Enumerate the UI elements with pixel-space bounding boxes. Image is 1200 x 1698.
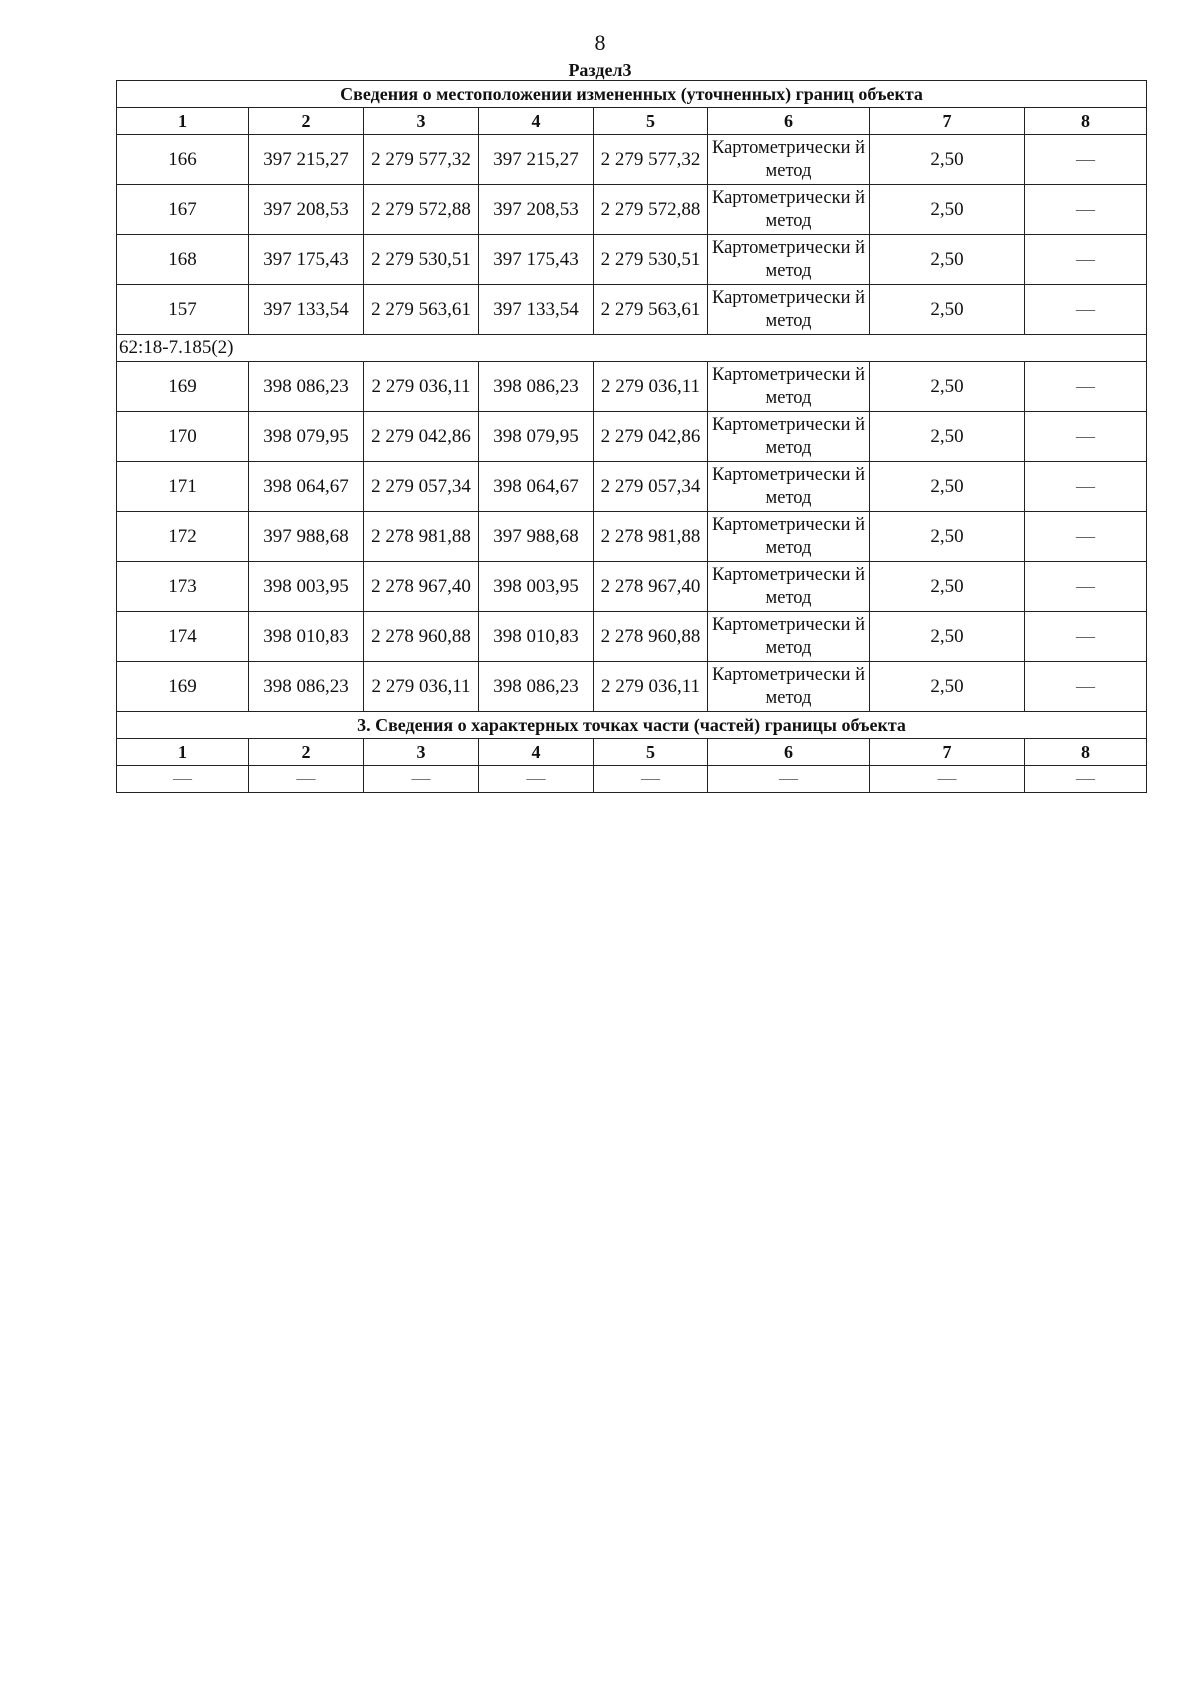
x-cell: 397 988,68 <box>249 512 364 562</box>
table-caption: Сведения о местоположении измененных (уточненных) границ объекта <box>117 81 1147 108</box>
table-row <box>117 362 1147 412</box>
y-new-cell: 2 279 572,88 <box>594 185 708 235</box>
accuracy-cell: 2,50 <box>870 612 1025 662</box>
parts-caption-row <box>117 712 1147 739</box>
column-header: 5 <box>594 108 708 135</box>
y-new-cell: 2 279 042,86 <box>594 412 708 462</box>
y-new-cell: 2 279 577,32 <box>594 135 708 185</box>
table-row <box>117 462 1147 512</box>
empty-cell: — <box>249 766 364 793</box>
point-number-cell: 172 <box>117 512 249 562</box>
column-header: 7 <box>870 739 1025 766</box>
x-cell: 398 064,67 <box>249 462 364 512</box>
y-new-cell: 2 279 036,11 <box>594 662 708 712</box>
x-new-cell: 397 988,68 <box>479 512 594 562</box>
point-number-cell: 168 <box>117 235 249 285</box>
note-cell: — <box>1025 185 1147 235</box>
method-cell: Картометрически й метод <box>708 235 870 285</box>
note-cell: — <box>1025 135 1147 185</box>
method-cell: Картометрически й метод <box>708 185 870 235</box>
table-row <box>117 562 1147 612</box>
y-new-cell: 2 279 036,11 <box>594 362 708 412</box>
table-body <box>117 81 1147 793</box>
x-cell: 398 086,23 <box>249 662 364 712</box>
method-cell: Картометрически й метод <box>708 135 870 185</box>
x-new-cell: 397 175,43 <box>479 235 594 285</box>
column-header: 3 <box>364 739 479 766</box>
x-new-cell: 397 133,54 <box>479 285 594 335</box>
x-new-cell: 397 215,27 <box>479 135 594 185</box>
y-new-cell: 2 278 981,88 <box>594 512 708 562</box>
x-new-cell: 398 003,95 <box>479 562 594 612</box>
page-number: 8 <box>594 30 606 55</box>
x-cell: 398 079,95 <box>249 412 364 462</box>
y-new-cell: 2 278 967,40 <box>594 562 708 612</box>
note-cell: — <box>1025 612 1147 662</box>
accuracy-cell: 2,50 <box>870 462 1025 512</box>
accuracy-cell: 2,50 <box>870 512 1025 562</box>
point-number-cell: 169 <box>117 362 249 412</box>
method-cell: Картометрически й метод <box>708 285 870 335</box>
empty-cell: — <box>870 766 1025 793</box>
y-cell: 2 278 981,88 <box>364 512 479 562</box>
x-new-cell: 398 079,95 <box>479 412 594 462</box>
note-cell: — <box>1025 662 1147 712</box>
column-header: 6 <box>708 739 870 766</box>
method-cell: Картометрически й метод <box>708 412 870 462</box>
accuracy-cell: 2,50 <box>870 412 1025 462</box>
point-number-cell: 170 <box>117 412 249 462</box>
parts-empty-row <box>117 766 1147 793</box>
column-header: 6 <box>708 108 870 135</box>
accuracy-cell: 2,50 <box>870 185 1025 235</box>
x-cell: 398 003,95 <box>249 562 364 612</box>
method-cell: Картометрически й метод <box>708 662 870 712</box>
y-new-cell: 2 279 530,51 <box>594 235 708 285</box>
y-cell: 2 278 967,40 <box>364 562 479 612</box>
method-cell: Картометрически й метод <box>708 512 870 562</box>
y-cell: 2 279 057,34 <box>364 462 479 512</box>
y-cell: 2 279 563,61 <box>364 285 479 335</box>
point-number-cell: 173 <box>117 562 249 612</box>
y-cell: 2 278 960,88 <box>364 612 479 662</box>
column-header: 4 <box>479 108 594 135</box>
empty-cell: — <box>708 766 870 793</box>
x-cell: 398 010,83 <box>249 612 364 662</box>
table-row <box>117 235 1147 285</box>
table-row <box>117 662 1147 712</box>
x-new-cell: 397 208,53 <box>479 185 594 235</box>
note-cell: — <box>1025 562 1147 612</box>
x-cell: 397 175,43 <box>249 235 364 285</box>
table-row <box>117 185 1147 235</box>
accuracy-cell: 2,50 <box>870 135 1025 185</box>
point-number-cell: 174 <box>117 612 249 662</box>
method-cell: Картометрически й метод <box>708 462 870 512</box>
note-cell: — <box>1025 512 1147 562</box>
x-new-cell: 398 064,67 <box>479 462 594 512</box>
point-number-cell: 157 <box>117 285 249 335</box>
table-caption-row <box>117 81 1147 108</box>
y-new-cell: 2 279 563,61 <box>594 285 708 335</box>
column-header: 2 <box>249 739 364 766</box>
x-cell: 397 215,27 <box>249 135 364 185</box>
table-row <box>117 285 1147 335</box>
x-cell: 398 086,23 <box>249 362 364 412</box>
note-cell: — <box>1025 362 1147 412</box>
y-cell: 2 279 572,88 <box>364 185 479 235</box>
y-cell: 2 279 042,86 <box>364 412 479 462</box>
y-cell: 2 279 577,32 <box>364 135 479 185</box>
accuracy-cell: 2,50 <box>870 235 1025 285</box>
method-cell: Картометрически й метод <box>708 612 870 662</box>
empty-cell: — <box>479 766 594 793</box>
point-number-cell: 171 <box>117 462 249 512</box>
table-row <box>117 612 1147 662</box>
method-cell: Картометрически й метод <box>708 562 870 612</box>
method-cell: Картометрически й метод <box>708 362 870 412</box>
boundary-table <box>116 80 1147 793</box>
point-number-cell: 167 <box>117 185 249 235</box>
y-cell: 2 279 530,51 <box>364 235 479 285</box>
y-cell: 2 279 036,11 <box>364 362 479 412</box>
empty-cell: — <box>594 766 708 793</box>
parts-column-header-row <box>117 739 1147 766</box>
table-row <box>117 412 1147 462</box>
table-row <box>117 135 1147 185</box>
x-new-cell: 398 010,83 <box>479 612 594 662</box>
y-new-cell: 2 279 057,34 <box>594 462 708 512</box>
y-new-cell: 2 278 960,88 <box>594 612 708 662</box>
accuracy-cell: 2,50 <box>870 562 1025 612</box>
x-cell: 397 208,53 <box>249 185 364 235</box>
column-header: 1 <box>117 108 249 135</box>
empty-cell: — <box>1025 766 1147 793</box>
column-header-row <box>117 108 1147 135</box>
column-header: 1 <box>117 739 249 766</box>
x-new-cell: 398 086,23 <box>479 362 594 412</box>
group-label: 62:18-7.185(2) <box>117 335 1147 362</box>
column-header: 7 <box>870 108 1025 135</box>
section-title: Раздел3 <box>568 60 632 80</box>
point-number-cell: 169 <box>117 662 249 712</box>
x-cell: 397 133,54 <box>249 285 364 335</box>
note-cell: — <box>1025 412 1147 462</box>
x-new-cell: 398 086,23 <box>479 662 594 712</box>
column-header: 8 <box>1025 739 1147 766</box>
accuracy-cell: 2,50 <box>870 285 1025 335</box>
table-row <box>117 512 1147 562</box>
column-header: 3 <box>364 108 479 135</box>
parts-caption: 3. Сведения о характерных точках части (частей) границы объекта <box>117 712 1147 739</box>
column-header: 5 <box>594 739 708 766</box>
group-label-row <box>117 335 1147 362</box>
note-cell: — <box>1025 235 1147 285</box>
empty-cell: — <box>117 766 249 793</box>
note-cell: — <box>1025 285 1147 335</box>
accuracy-cell: 2,50 <box>870 362 1025 412</box>
column-header: 8 <box>1025 108 1147 135</box>
y-cell: 2 279 036,11 <box>364 662 479 712</box>
column-header: 2 <box>249 108 364 135</box>
column-header: 4 <box>479 739 594 766</box>
accuracy-cell: 2,50 <box>870 662 1025 712</box>
note-cell: — <box>1025 462 1147 512</box>
point-number-cell: 166 <box>117 135 249 185</box>
empty-cell: — <box>364 766 479 793</box>
